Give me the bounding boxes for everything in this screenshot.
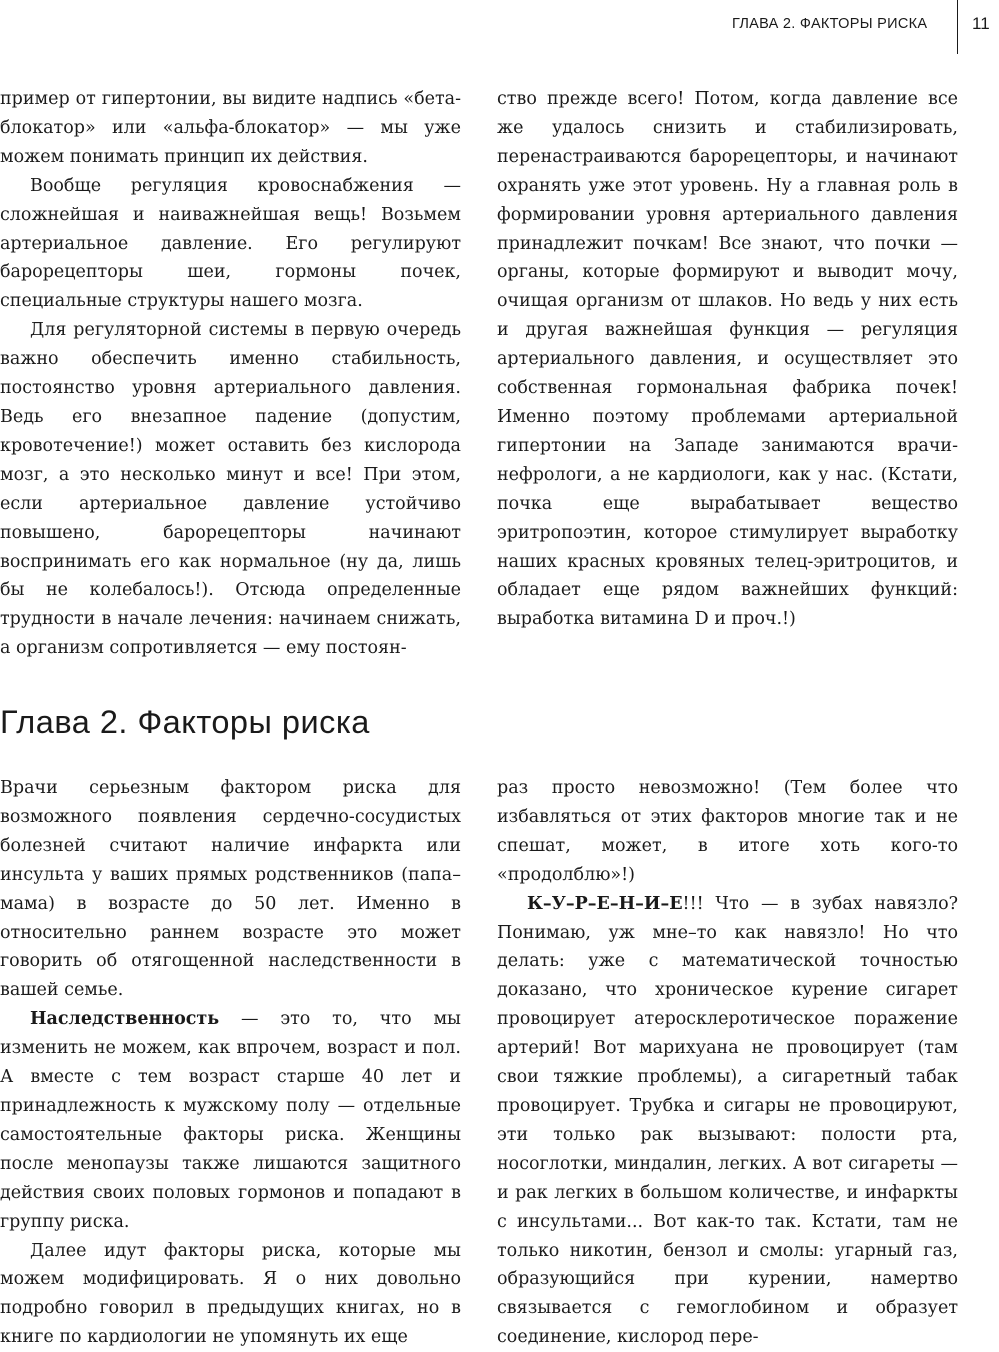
paragraph: пример от гипертонии, вы видите надпись «бета-блокатор» или «альфа-блокатор» — мы уже можем понимать принцип их действия. bbox=[0, 85, 461, 172]
paragraph: Вообще регуляция кровоснабжения — сложнейшая и наиважнейшая вещь! Возьмем артериальное давление. Его регулируют барорецепторы шеи, гормоны почек, специальные структуры нашего мозга. bbox=[0, 172, 461, 317]
top-right-column bbox=[497, 85, 958, 634]
paragraph: Врачи серьезным фактором риска для возможного появления сердечно-сосудистых болезней считают наличие инфаркта или инсульта у ваших прямых родственников (папа–мама) в возрасте до 50 лет. Именно в относительно раннем возрасте это может говорить об отягощенной наследственности в вашей семье. bbox=[0, 774, 461, 1005]
page-number: 11 bbox=[972, 14, 990, 34]
running-head: ГЛАВА 2. ФАКТОРЫ РИСКА bbox=[732, 16, 942, 32]
paragraph: Для регуляторной системы в первую очередь важно обеспечить именно стабильность, постоянство уровня артериального давления. Ведь его внезапное падение (допустим, кровотечение!) может оставить без кислорода мозг, а это несколько минут и все! При этом, если артериальное давление устойчиво повышено, барорецепторы начинают воспринимать его как нормальное (ну да, лишь бы не колебалось!). Отсюда определенные трудности в начале лечения: начинаем снижать, а организм сопротивляется — ему постоян- bbox=[0, 316, 461, 663]
paragraph: ство прежде всего! Потом, когда давление все же удалось снизить и стабилизировать, перенастраиваются барорецепторы, и начинают охранять уже этот уровень. Ну а главная роль в формировании уровня артериального давления принадлежит почкам! Все знают, что почки — органы, которые формируют и выводит мочу, очищая организм от шлаков. Но ведь у них есть и другая важнейшая функция — регуляция артериального давления, и осуществляет это собственная гормональная фабрика почек! Именно поэтому проблемами артериальной гипертонии на Западе занимаются врачи-нефрологи, а не кардиологи, как у нас. (Кстати, почка еще вырабатывает вещество эритропоэтин, которое стимулирует выработку наших красных кровяных телец-эритроцитов, и обладает еще рядом важнейших функций: выработка витамина D и проч.!) bbox=[497, 85, 958, 634]
paragraph: раз просто невозможно! (Тем более что избавляться от этих факторов многие так и не спешат, может, в итоге хоть кого-то «продолблю»!) bbox=[497, 774, 958, 890]
bold-term: Наследственность bbox=[30, 1009, 219, 1029]
header-divider bbox=[957, 0, 958, 54]
paragraph: Далее идут факторы риска, которые мы можем модифицировать. Я о них довольно подробно говорил в предыдущих книгах, но в книге по кардиологии не упомянуть их еще bbox=[0, 1237, 461, 1352]
paragraph bbox=[497, 890, 958, 1352]
bold-term: К–У–Р–Е–Н–И–Е bbox=[527, 894, 683, 914]
paragraph-text: — это то, что мы изменить не можем, как впрочем, возраст и пол. А вместе с тем возраст старше 40 лет и принадлежность к мужскому полу — отдельные самостоятельные факторы риска. Женщины после менопаузы также лишаются защитного действия своих половых гормонов и попадают в группу риска. bbox=[0, 1009, 461, 1231]
bottom-left-column bbox=[0, 774, 461, 1352]
paragraph bbox=[0, 1005, 461, 1236]
chapter-heading: Глава 2. Факторы риска bbox=[0, 704, 370, 741]
top-left-column bbox=[0, 85, 461, 663]
paragraph-text: !!! Что — в зубах навязло? Понимаю, уж мне–то как навязло! Но что делать: уже с математической точностью доказано, что хроническое курение сигарет провоцирует атеросклеротическое поражение артерий! Вот марихуана не провоцирует (там свои тяжкие проблемы), а сигаретный табак провоцирует. Трубка и сигары не провоцируют, эти только рак вызывают: полости рта, носоглотки, миндалин, легких. А вот сигареты — и рак легких в большом количестве, и инфаркты с инсультами... Вот как-то так. Кстати, там не только никотин, бензол и смолы: угарный газ, образующийся при курении, намертво связывается с гемоглобином и образует соединение, кислород пере- bbox=[497, 894, 958, 1348]
bottom-right-column bbox=[497, 774, 958, 1352]
